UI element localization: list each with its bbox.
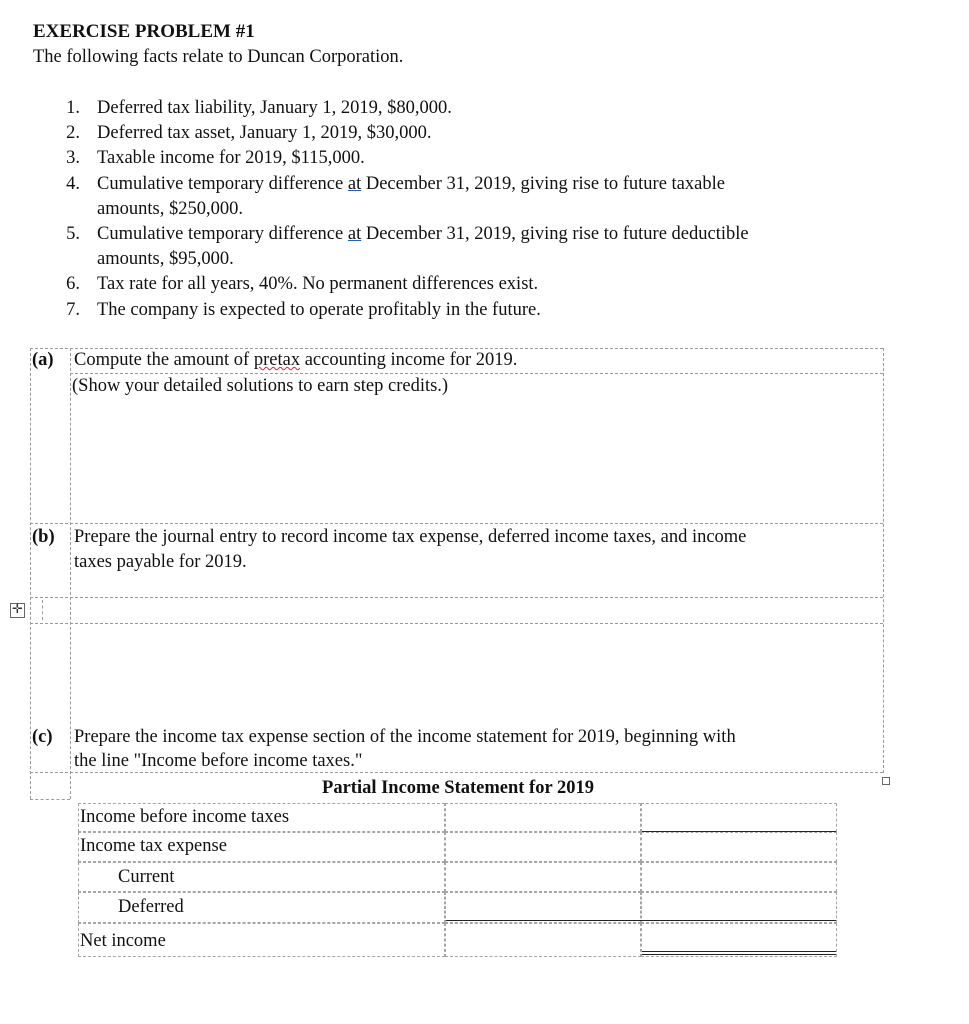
prompt-part: accounting income for 2019. [300,350,518,370]
row-label: Current [118,867,175,887]
part-a-answer-area[interactable] [71,400,882,522]
table-row [78,862,445,892]
list-number: 2. [66,123,80,143]
part-a-label: (a) [32,350,54,370]
grid-line [30,523,883,524]
grid-line [70,373,883,374]
part-a-prompt [74,350,517,371]
part-c-prompt-line1: Prepare the income tax expense section of the income statement for 2019, beginning with [74,727,736,747]
list-text: Deferred tax asset, January 1, 2019, $30,000. [97,123,432,143]
statement-title: Partial Income Statement for 2019 [322,778,594,798]
amount-cell[interactable] [445,923,641,957]
list-number: 1. [66,98,80,118]
list-text: The company is expected to operate profitably in the future. [97,300,541,320]
amount-cell[interactable] [445,892,641,923]
grid-line [42,600,43,620]
grammar-flag: at [347,224,362,244]
table-row [78,892,445,923]
intro-text: The following facts relate to Duncan Corporation. [33,47,404,67]
part-c-prompt-line2: the line "Income before income taxes." [74,751,363,771]
total-underline [642,831,836,832]
double-underline-top [642,951,836,952]
list-number: 4. [66,174,80,194]
list-text-continued: amounts, $95,000. [97,249,234,269]
row-label: Income before income taxes [80,807,290,827]
list-text: Taxable income for 2019, $115,000. [97,148,365,168]
prompt-part: Compute the amount of [74,350,254,370]
amount-cell[interactable] [445,862,641,892]
row-label: Deferred [118,897,184,917]
list-text: Deferred tax liability, January 1, 2019, $80,000. [97,98,452,118]
list-text-part: December 31, 2019, giving rise to future taxable [361,174,725,194]
table-row [78,832,445,862]
part-c-label: (c) [32,727,53,747]
list-number: 6. [66,274,80,294]
amount-cell[interactable] [445,832,641,862]
spelling-flag: pretax [253,350,301,370]
list-text-part: Cumulative temporary difference [97,174,348,194]
table-row [78,803,445,832]
page-title: EXERCISE PROBLEM #1 [33,21,255,42]
table-move-icon[interactable]: ✛ [10,603,25,618]
list-text: Tax rate for all years, 40%. No permanent differences exist. [97,274,539,294]
list-text [97,224,749,245]
part-b-label: (b) [32,527,55,547]
part-b-answer-area[interactable] [71,624,882,724]
grid-line [30,348,883,349]
double-underline-bottom [642,954,836,955]
list-text-part: December 31, 2019, giving rise to future deductible [361,224,749,244]
list-number: 5. [66,224,80,244]
grid-line [30,799,70,800]
grid-line [883,348,884,773]
amount-cell[interactable] [445,803,641,832]
list-number: 3. [66,148,80,168]
grid-line [30,597,883,598]
list-text-part: Cumulative temporary difference [97,224,348,244]
row-label: Net income [80,931,166,951]
list-text [97,174,725,195]
list-number: 7. [66,300,80,320]
row-label: Income tax expense [80,836,227,856]
grammar-flag: at [347,174,362,194]
subtotal-underline [446,920,836,921]
table-row [78,923,445,957]
list-text-continued: amounts, $250,000. [97,199,243,219]
part-a-note: (Show your detailed solutions to earn step credits.) [72,376,449,396]
part-b-prompt-line2: taxes payable for 2019. [74,552,247,572]
amount-cell[interactable] [641,803,837,832]
grid-line [30,348,31,799]
table-resize-handle[interactable] [882,777,890,785]
part-b-prompt-line1: Prepare the journal entry to record income tax expense, deferred income taxes, and income [74,527,747,547]
amount-cell[interactable] [641,832,837,862]
amount-cell[interactable] [641,862,837,892]
grid-line [30,772,883,773]
amount-cell[interactable] [641,892,837,923]
